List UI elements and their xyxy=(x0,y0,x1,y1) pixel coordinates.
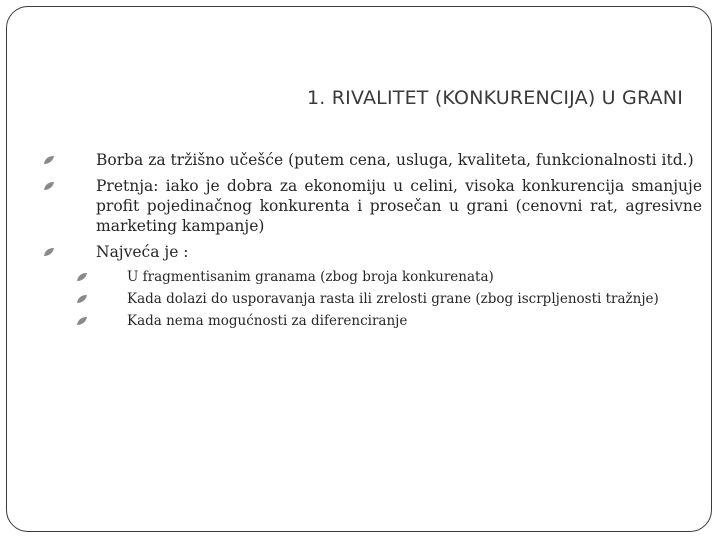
bullet-text: Borba za tržišno učešće (putem cena, usluga, kvaliteta, funkcionalnosti itd.) xyxy=(96,151,694,169)
leaf-bullet-icon xyxy=(77,273,87,281)
leaf-bullet-icon xyxy=(44,156,54,164)
bullet-item xyxy=(0,176,720,236)
bullet-text: Najveća je : xyxy=(96,243,189,261)
sub-bullet-item xyxy=(0,312,720,330)
sub-bullet-text: U fragmentisanim granama (zbog broja konkurenata) xyxy=(127,269,494,285)
sub-bullet-text: Kada nema mogućnosti za diferenciranje xyxy=(127,313,408,329)
leaf-bullet-icon xyxy=(44,182,54,190)
bullet-item xyxy=(0,150,720,170)
leaf-bullet-icon xyxy=(77,295,87,303)
leaf-bullet-icon xyxy=(77,317,87,325)
bullet-text: Pretnja: iako je dobra za ekonomiju u celini, visoka konkurencija smanjuje profit pojedinačnog konkurenta i prosečan u grani (cenovni rat, agresivne marketing kampanje) xyxy=(96,177,702,235)
sub-bullet-text: Kada dolazi do usporavanja rasta ili zrelosti grane (zbog iscrpljenosti tražnje) xyxy=(127,291,659,307)
sub-bullet-item xyxy=(0,268,720,286)
slide-title: 1. RIVALITET (KONKURENCIJA) U GRANI xyxy=(307,87,683,109)
bullet-item xyxy=(0,242,720,262)
sub-bullet-item xyxy=(0,290,720,308)
bullet-list xyxy=(0,150,720,334)
leaf-bullet-icon xyxy=(44,248,54,256)
